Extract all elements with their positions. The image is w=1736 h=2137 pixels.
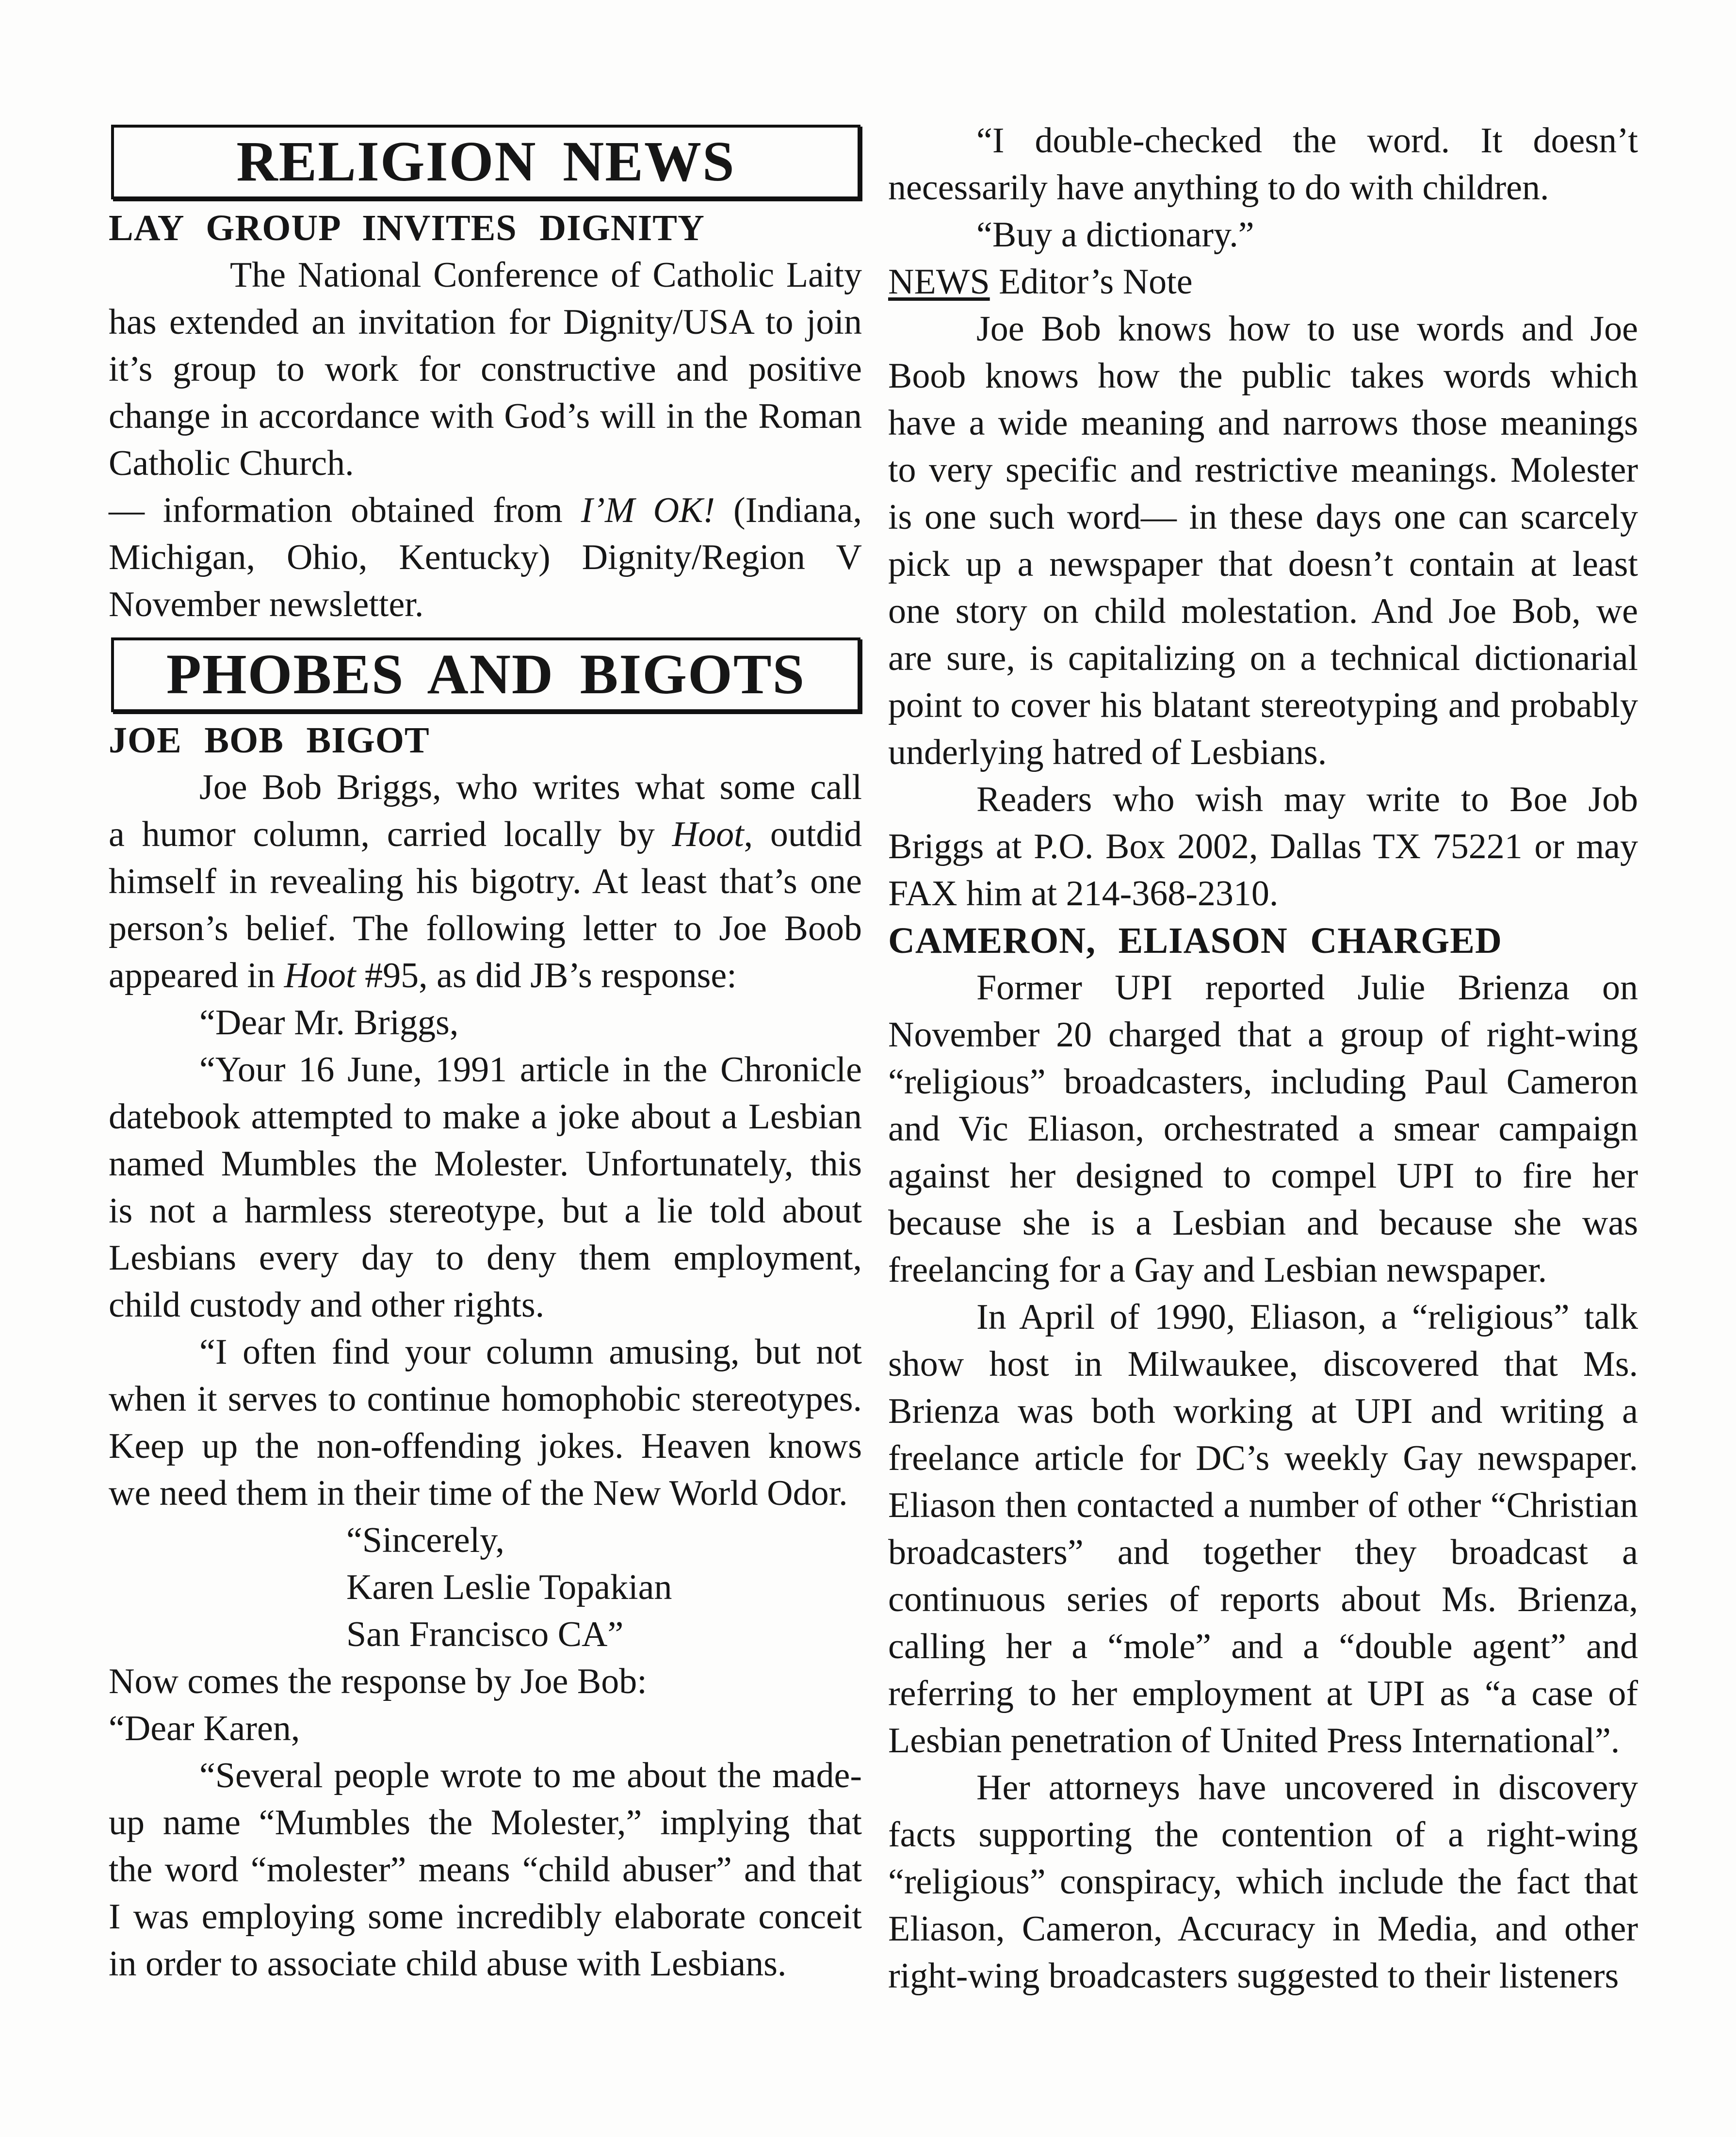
text-line: referring to her employment at UPI as “a case of <box>888 1674 1638 1713</box>
text-line: are sure, is capitalizing on a technical dictionarial <box>888 638 1638 678</box>
text-run: #95, as did JB’s response: <box>356 956 737 995</box>
text-line: right-wing broadcasters suggested to their listeners <box>888 1956 1619 1996</box>
text-line: show host in Milwaukee, discovered that Ms. <box>888 1344 1638 1384</box>
text-line: in order to associate child abuse with Lesbians. <box>109 1944 787 1984</box>
text-line: has extended an invitation for Dignity/USA to join <box>109 302 862 342</box>
text-run: — information obtained from <box>109 490 581 530</box>
text-line: change in accordance with God’s will in the Roman <box>109 396 862 436</box>
paragraph <box>109 1658 862 1705</box>
text-line: “I double-checked the word. It doesn’t <box>976 121 1638 161</box>
text-line: Now comes the response by Joe Bob: <box>109 1662 647 1701</box>
headline-text: CAMERON, ELIASON CHARGED <box>888 920 1502 961</box>
paragraph <box>888 1764 1638 2000</box>
text-line: person’s belief. The following letter to Joe Boob <box>109 909 862 948</box>
paragraph <box>109 487 862 628</box>
text-line: have a wide meaning and narrows those meanings <box>888 403 1638 443</box>
text-line: is one such word— in these days one can scarcely <box>888 497 1638 537</box>
paragraph <box>109 999 862 1046</box>
text-line: Eliason, Cameron, Accuracy in Media, and other <box>888 1909 1638 1949</box>
text-line: we need them in their time of the New World Odor. <box>109 1473 848 1513</box>
text-line: “I often find your column amusing, but not <box>199 1332 862 1372</box>
italic-text: I’M OK! <box>581 490 715 530</box>
text-line: freelance article for DC’s weekly Gay newspaper. <box>888 1438 1638 1478</box>
religion-news-body <box>109 205 862 628</box>
text-line: November newsletter. <box>109 585 424 624</box>
text-line: calling her a “mole” and a “double agent” and <box>888 1627 1638 1666</box>
text-line: when it serves to continue homophobic stereotypes. <box>109 1379 862 1419</box>
paragraph <box>109 764 862 999</box>
text-run: a humor column, carried locally by <box>109 815 672 854</box>
text-line: named Mumbles the Molester. Unfortunately, this <box>109 1144 862 1184</box>
paragraph <box>888 964 1638 1294</box>
text-line: because she is a Lesbian and because she was <box>888 1203 1638 1243</box>
text-line: “religious” conspiracy, which include the fact that <box>888 1862 1638 1902</box>
text-line: “Several people wrote to me about the made- <box>199 1756 862 1795</box>
paragraph <box>888 259 1638 306</box>
text-line: “Your 16 June, 1991 article in the Chronicle <box>199 1050 862 1090</box>
text-line: I was employing some incredibly elaborate conceit <box>109 1897 862 1937</box>
text-line: against her designed to compel UPI to fire her <box>888 1156 1638 1196</box>
text-line: Keep up the non-offending jokes. Heaven knows <box>109 1426 862 1466</box>
right-column-body <box>888 117 1638 2000</box>
paragraph <box>109 1329 862 1517</box>
text-line: Catholic Church. <box>109 443 354 483</box>
text-line: “Buy a dictionary.” <box>976 215 1254 255</box>
text-line: point to cover his blatant stereotyping and probably <box>888 685 1638 725</box>
paragraph <box>109 252 862 487</box>
text-run: , outdid <box>744 815 862 854</box>
text-line: “Dear Karen, <box>109 1709 300 1748</box>
text-line: “Sincerely, <box>346 1520 504 1560</box>
text-line: Eliason then contacted a number of other “Christian <box>888 1485 1638 1525</box>
paragraph <box>888 306 1638 776</box>
text-line: Brienza was both working at UPI and writing a <box>888 1391 1638 1431</box>
text-line: Readers who wish may write to Boe Job <box>976 780 1638 819</box>
letter-signature <box>109 1517 862 1658</box>
section-heading-phobes-and-bigots: PHOBES AND BIGOTS <box>111 637 860 712</box>
text-line: Joe Bob knows how to use words and Joe <box>976 309 1638 349</box>
section-heading-religion-news: RELIGION NEWS <box>111 125 860 199</box>
article-headline <box>888 917 1638 964</box>
italic-text: Hoot <box>672 815 744 854</box>
text-line: continuous series of reports about Ms. Brienza, <box>888 1580 1638 1619</box>
text-line: FAX him at 214-368-2310. <box>888 874 1279 914</box>
phobes-and-bigots-body <box>109 717 862 1988</box>
paragraph <box>109 1752 862 1988</box>
text-line <box>109 952 862 999</box>
text-line: Boob knows how the public takes words which <box>888 356 1638 396</box>
text-line: November 20 charged that a group of right-wing <box>888 1015 1638 1055</box>
text-line: to very specific and restrictive meanings. Molester <box>888 450 1638 490</box>
paragraph <box>888 1294 1638 1764</box>
text-line: one story on child molestation. And Joe Bob, we <box>888 591 1638 631</box>
text-run: Editor’s Note <box>990 262 1193 302</box>
text-line: Lesbian penetration of United Press International”. <box>888 1721 1620 1761</box>
paragraph <box>109 1046 862 1329</box>
text-line <box>109 487 862 534</box>
underlined-text: NEWS <box>888 262 990 302</box>
text-line: Former UPI reported Julie Brienza on <box>976 968 1638 1008</box>
headline-text: LAY GROUP INVITES DIGNITY <box>109 208 705 248</box>
text-line: “religious” broadcasters, including Paul Cameron <box>888 1062 1638 1102</box>
text-line: is not a harmless stereotype, but a lie told about <box>109 1191 862 1231</box>
paragraph <box>888 212 1638 259</box>
italic-text: Hoot <box>284 956 356 995</box>
text-line: freelancing for a Gay and Lesbian newspaper. <box>888 1250 1547 1290</box>
text-line: Karen Leslie Topakian <box>346 1567 672 1607</box>
text-line: himself in revealing his bigotry. At least that’s one <box>109 862 862 901</box>
paragraph <box>888 776 1638 917</box>
article-headline <box>109 717 862 764</box>
article-headline <box>109 205 862 252</box>
text-line <box>109 811 862 858</box>
text-line: Lesbians every day to deny them employment, <box>109 1238 862 1278</box>
text-line: Her attorneys have uncovered in discovery <box>976 1768 1638 1808</box>
text-line: Joe Bob Briggs, who writes what some call <box>199 767 862 807</box>
text-line: The National Conference of Catholic Laity <box>230 255 862 295</box>
text-line: it’s group to work for constructive and positive <box>109 349 862 389</box>
text-line: facts supporting the contention of a right-wing <box>888 1815 1638 1855</box>
text-line: necessarily have anything to do with children. <box>888 168 1549 208</box>
text-line: Michigan, Ohio, Kentucky) Dignity/Region V <box>109 538 862 577</box>
text-line: the word “molester” means “child abuser” and that <box>109 1850 862 1890</box>
paragraph <box>888 117 1638 212</box>
text-line: datebook attempted to make a joke about a Lesbian <box>109 1097 862 1137</box>
text-line: up name “Mumbles the Molester,” implying that <box>109 1803 862 1843</box>
text-line: Briggs at P.O. Box 2002, Dallas TX 75221 or may <box>888 827 1638 866</box>
text-line: pick up a newspaper that doesn’t contain at least <box>888 544 1638 584</box>
text-line: underlying hatred of Lesbians. <box>888 733 1327 772</box>
text-line: broadcasters” and together they broadcast a <box>888 1533 1638 1572</box>
text-line: “Dear Mr. Briggs, <box>199 1003 459 1043</box>
text-line: and Vic Eliason, orchestrated a smear campaign <box>888 1109 1638 1149</box>
text-line: In April of 1990, Eliason, a “religious” talk <box>976 1297 1638 1337</box>
paragraph <box>109 1705 862 1752</box>
text-line: child custody and other rights. <box>109 1285 545 1325</box>
headline-text: JOE BOB BIGOT <box>109 720 430 761</box>
text-run: appeared in <box>109 956 284 995</box>
text-run: (Indiana, <box>715 490 862 530</box>
text-line: San Francisco CA” <box>346 1615 624 1654</box>
text-line <box>888 259 1638 306</box>
